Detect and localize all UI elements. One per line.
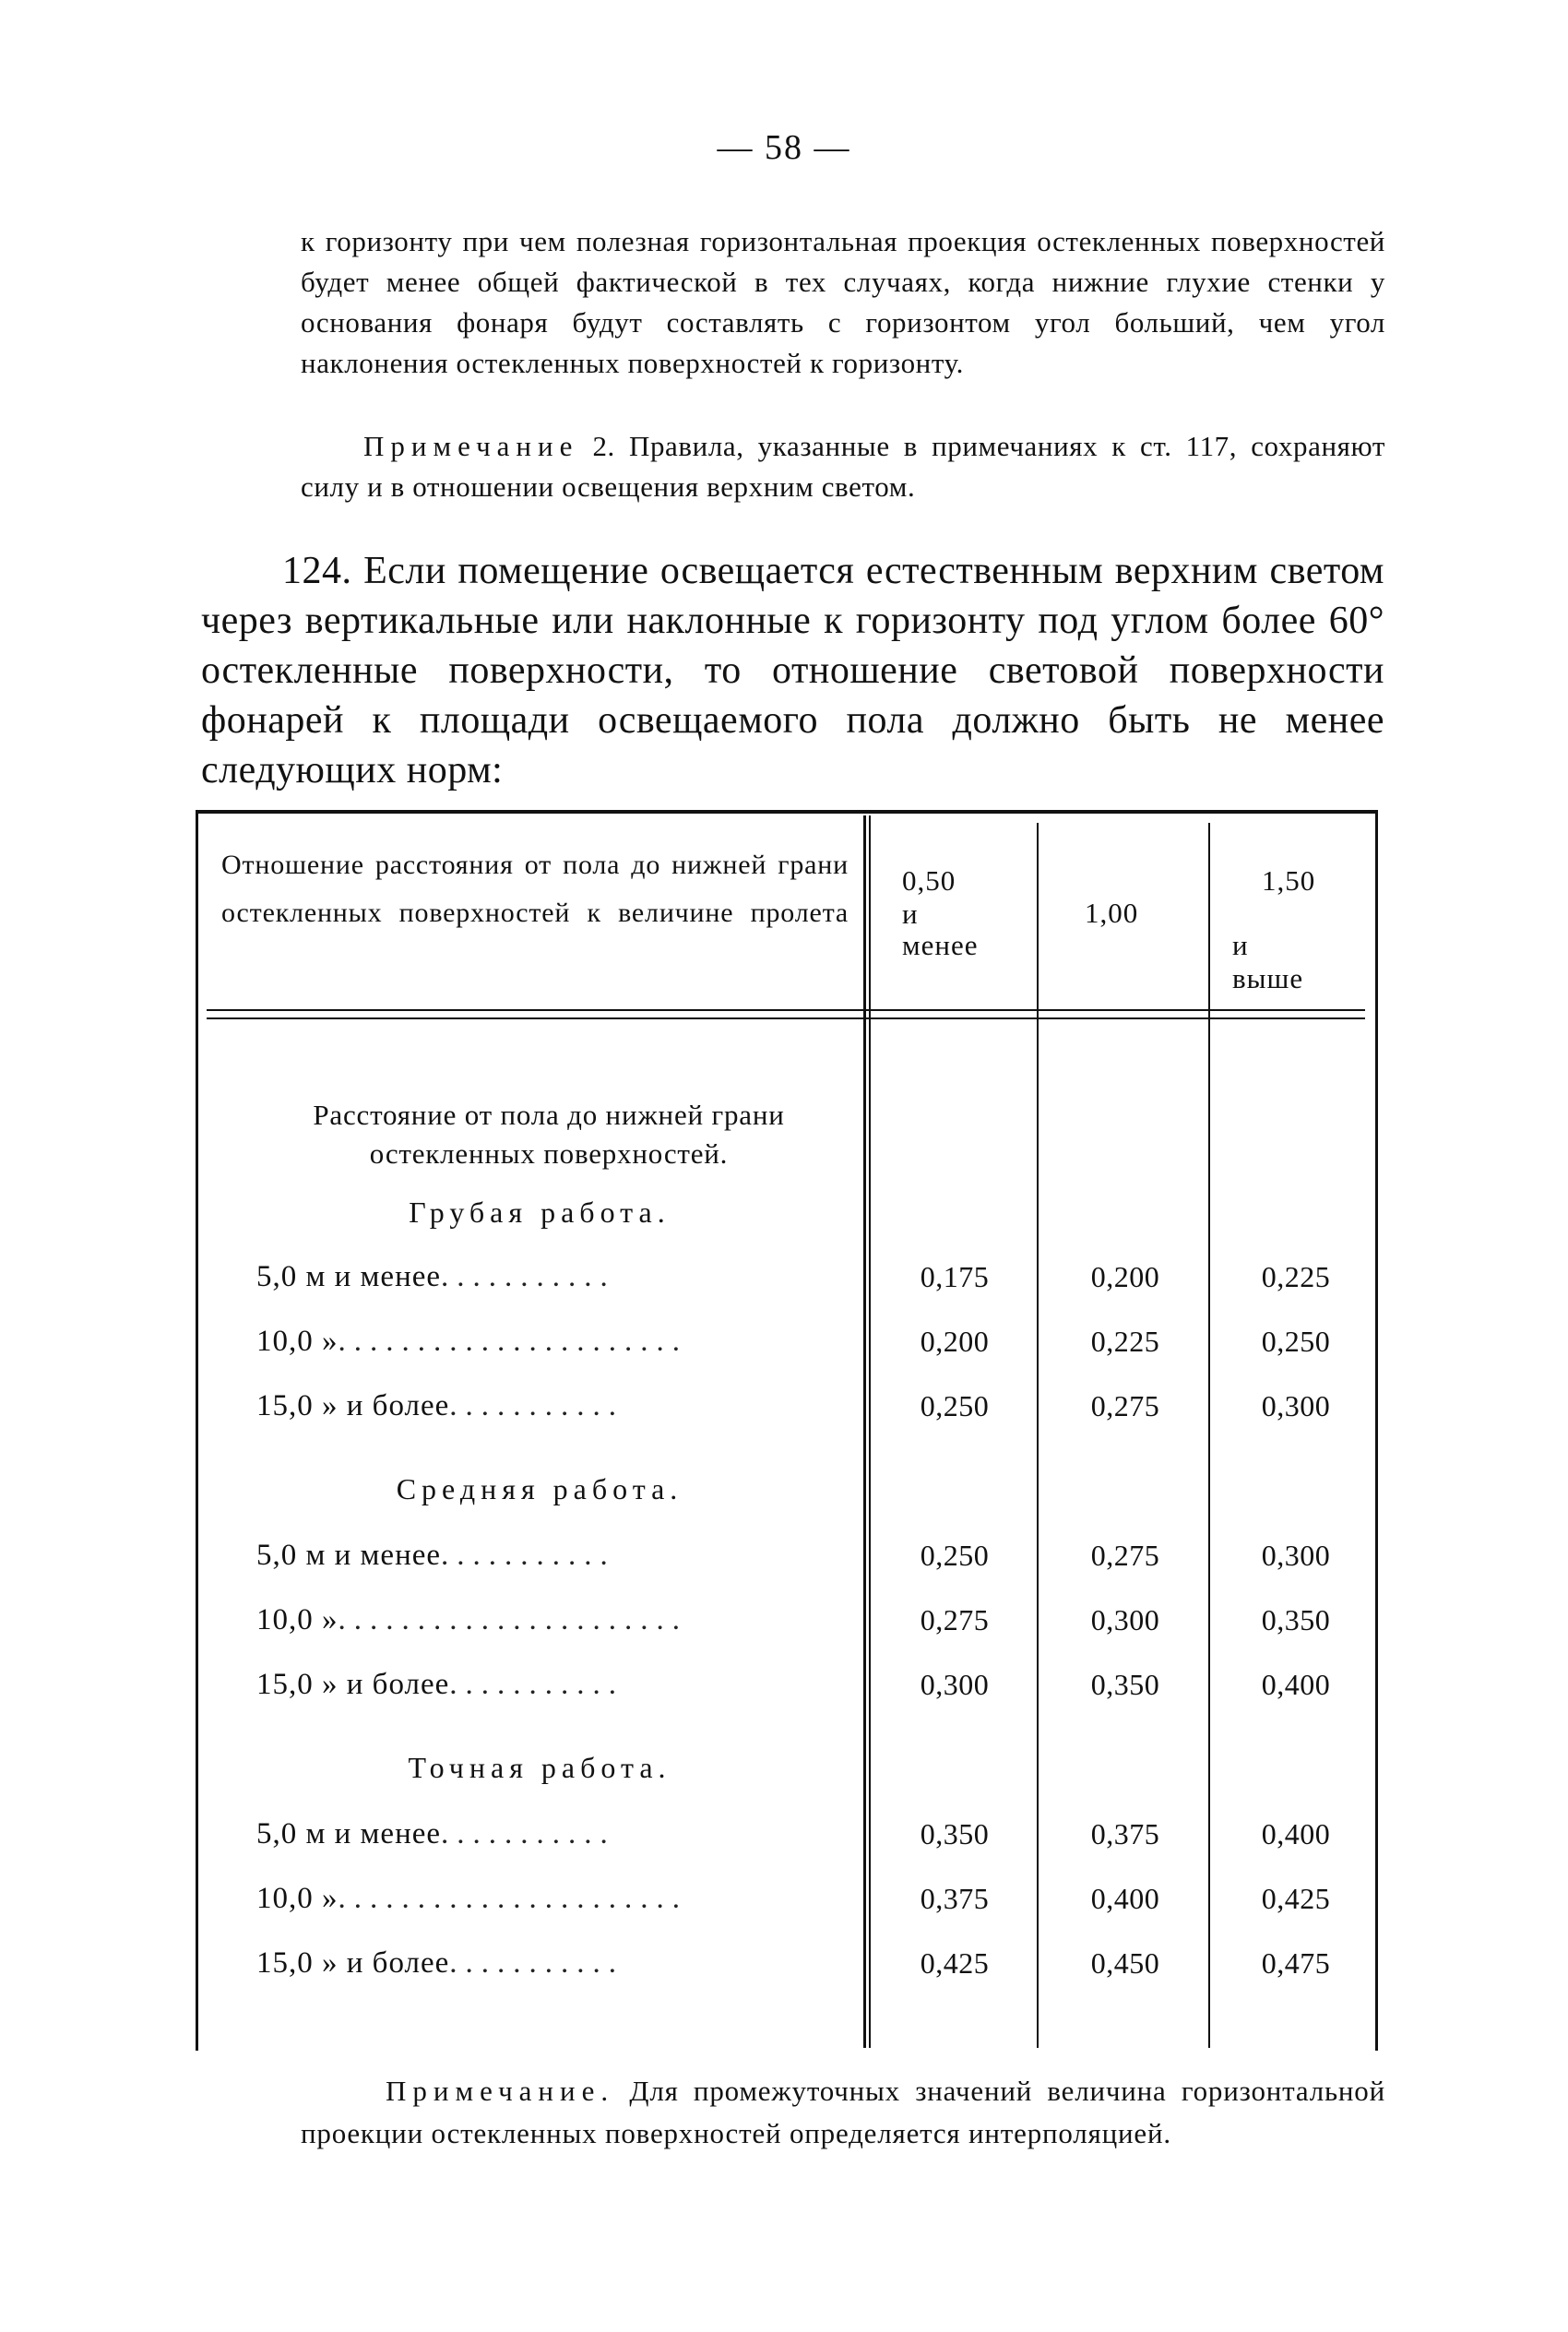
section-title-medium: Средняя работа. (396, 1472, 683, 1505)
header-col1-line2: менее (902, 929, 979, 961)
cell-value: 0,350 (1090, 1668, 1160, 1701)
cell-value: 0,375 (1090, 1817, 1160, 1850)
header-left-label: Отношение расстояния от пола до нижней грани остекленных поверхностей к величине пролета (221, 850, 849, 928)
row-dots: ........... (441, 1260, 616, 1293)
row-label (256, 1946, 847, 1981)
final-note-text: Для промежуточных значений величина горизонтальной проекции остекленных поверхностей определяется интерполяцией. (301, 2075, 1385, 2149)
cell-value: 0,225 (1261, 1260, 1331, 1293)
header-col3-line1: 1,50 (1262, 864, 1316, 897)
row-label-text: 10,0 » (256, 1603, 339, 1636)
row-label-text: 5,0 м и менее (256, 1260, 442, 1293)
cell-value: 0,250 (920, 1389, 990, 1422)
cell-value: 0,300 (1261, 1539, 1331, 1572)
col-separator-2 (1037, 823, 1039, 2048)
cell-value: 0,450 (1090, 1946, 1160, 1980)
cell-value: 0,200 (1090, 1260, 1160, 1293)
row-dots: ........... (441, 1817, 616, 1850)
header-col2: 1,00 (1085, 897, 1139, 929)
col-separator-1b (869, 815, 871, 2048)
cell-value: 0,300 (920, 1668, 990, 1701)
final-note (301, 2070, 1385, 2155)
row-dots: ........... (449, 1668, 625, 1701)
row-label-text: 10,0 » (256, 1325, 339, 1358)
article-124 (201, 546, 1384, 795)
row-label-text: 5,0 м и менее (256, 1539, 442, 1572)
row-label-text: 10,0 » (256, 1882, 339, 1915)
cell-value: 0,350 (920, 1817, 990, 1850)
cell-value: 0,275 (920, 1603, 990, 1636)
row-label-text: 15,0 » и более (256, 1946, 450, 1980)
note-2 (301, 426, 1385, 507)
row-dots: ........... (513, 1603, 688, 1636)
page-number: — 58 — (717, 128, 851, 167)
row-dots: ........... (338, 1603, 514, 1636)
cell-value: 0,400 (1261, 1817, 1331, 1850)
cell-value: 0,425 (1261, 1882, 1331, 1915)
final-note-label: Примечание. (386, 2075, 615, 2107)
paragraph-continuation: к горизонту при чем полезная горизонтальная проекция остекленных поверхностей будет менее общей фактической в тех случаях, когда нижние глухие стенки у основания фонаря будут составлять с горизонтом угол больший, чем угол наклонения остекленных поверхностей к горизонту. (301, 225, 1385, 379)
article-124-text: 124. Если помещение освещается естественным верхним светом через вертикальные или наклонные к горизонту под углом более 60° остекленные поверхности, то отношение световой поверхности фонарей к площади освещаемого пола должно быть не менее следующих норм: (201, 550, 1384, 791)
cell-value: 0,275 (1090, 1539, 1160, 1572)
table-top-rule (196, 810, 1378, 814)
table-right-border (1375, 810, 1378, 2051)
row-dots: ........... (338, 1882, 514, 1915)
row-label (256, 1389, 847, 1423)
cell-value: 0,200 (920, 1325, 990, 1358)
cell-value: 0,225 (1090, 1325, 1160, 1358)
row-dots: ........... (338, 1325, 514, 1358)
row-dots: ........... (449, 1946, 625, 1980)
row-label (256, 1817, 847, 1851)
cell-value: 0,250 (920, 1539, 990, 1572)
row-dots: ........... (449, 1389, 625, 1422)
row-label-text: 15,0 » и более (256, 1389, 450, 1422)
header-col3-line2: и выше (1232, 929, 1304, 994)
cell-value: 0,475 (1261, 1946, 1331, 1980)
row-label (256, 1603, 847, 1637)
row-label (256, 1325, 847, 1359)
row-dots: ........... (513, 1882, 688, 1915)
row-dots: ........... (513, 1325, 688, 1358)
cell-value: 0,350 (1261, 1603, 1331, 1636)
col-separator-3 (1208, 823, 1210, 2048)
section-title-precise: Точная работа. (408, 1751, 671, 1784)
header-rule-1 (207, 1009, 1365, 1011)
row-dots: ........... (441, 1539, 616, 1572)
row-label (256, 1539, 847, 1573)
cell-value: 0,375 (920, 1882, 990, 1915)
cell-value: 0,300 (1090, 1603, 1160, 1636)
table-block-title: Расстояние от пола до нижней грани остекленных поверхностей. (313, 1099, 785, 1170)
row-label (256, 1882, 847, 1916)
row-label-text: 5,0 м и менее (256, 1817, 442, 1850)
header-rule-2 (207, 1017, 1365, 1019)
note-2-label: Примечание (363, 430, 579, 462)
cell-value: 0,175 (920, 1260, 990, 1293)
table-left-border (196, 810, 198, 2051)
row-label-text: 15,0 » и более (256, 1668, 450, 1701)
section-title-rough: Грубая работа. (409, 1196, 671, 1229)
cell-value: 0,400 (1261, 1668, 1331, 1701)
cell-value: 0,275 (1090, 1389, 1160, 1422)
cell-value: 0,250 (1261, 1325, 1331, 1358)
cell-value: 0,425 (920, 1946, 990, 1980)
row-label (256, 1668, 847, 1702)
note-2-text: 2. Правила, указанные в примечаниях к ст. 117, сохраняют силу и в отношении освещения верхним светом. (301, 430, 1385, 503)
col-separator-1a (863, 815, 866, 2048)
row-label (256, 1260, 847, 1294)
cell-value: 0,300 (1261, 1389, 1331, 1422)
header-col1-line1: 0,50 и (902, 864, 956, 930)
cell-value: 0,400 (1090, 1882, 1160, 1915)
